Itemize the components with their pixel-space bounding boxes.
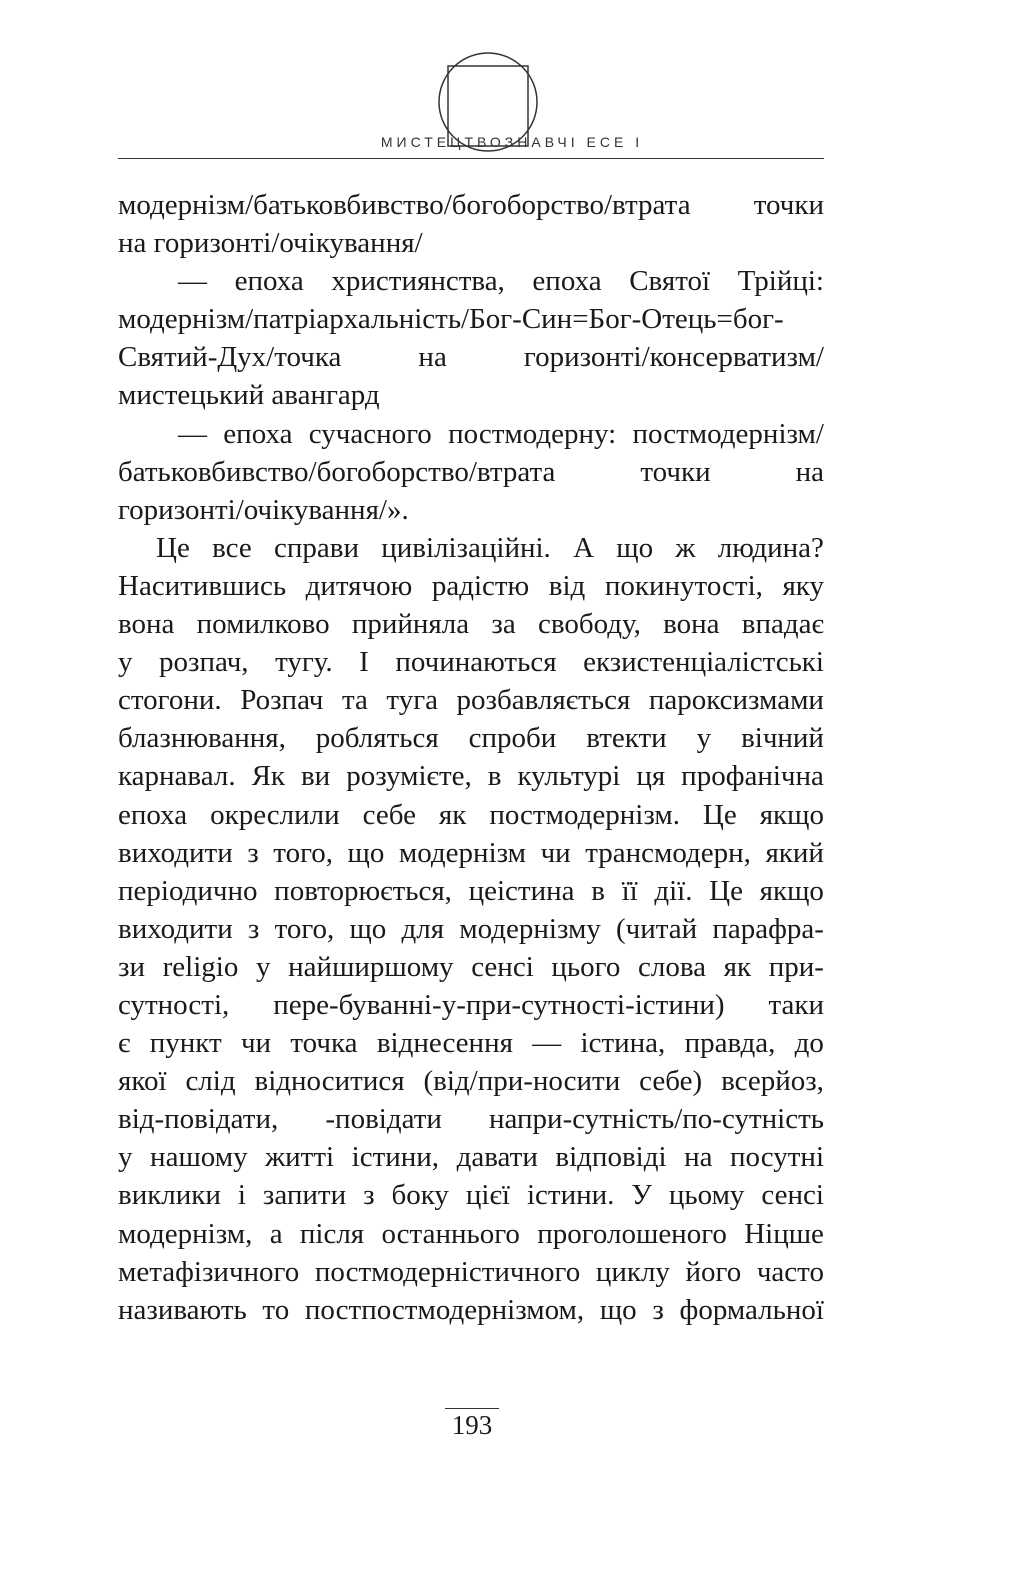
word: пере-буванні-у-при-сутності-істини) [273, 988, 725, 1021]
word: розумієте, [346, 760, 472, 793]
text-line [118, 1138, 824, 1176]
word: є [118, 1027, 131, 1060]
word: помилково [196, 608, 330, 641]
text-line [118, 300, 824, 338]
word: людина? [717, 531, 824, 564]
word: тугу. [275, 646, 333, 679]
word: який [765, 836, 824, 869]
word: religio [162, 950, 239, 983]
text-line [118, 719, 824, 757]
word: точки [753, 189, 824, 221]
word: пункт [149, 1027, 222, 1060]
body-text [118, 186, 824, 1329]
text-line [118, 948, 824, 986]
word: сучасного [308, 417, 432, 450]
word: у [118, 1141, 133, 1174]
word: періодично [118, 874, 258, 907]
word: блазнювання, [118, 722, 286, 755]
word: постмодерну: [448, 417, 617, 450]
word: окреслили [210, 798, 340, 831]
word: точка [290, 1027, 358, 1060]
word: — [178, 265, 207, 298]
word: а [269, 1217, 283, 1250]
word: що [599, 1293, 637, 1326]
word: себе) [639, 1065, 703, 1098]
word: у [696, 722, 712, 755]
word: того, [273, 836, 333, 869]
word: робляться [315, 722, 439, 755]
word: сенсі [761, 1179, 824, 1212]
word: постмодернізм/ [632, 417, 824, 450]
word: на [684, 1141, 713, 1174]
word: віднесення [376, 1027, 513, 1060]
text-line [118, 757, 824, 795]
word: Трійці: [737, 265, 824, 298]
word: нашому [150, 1141, 248, 1174]
text-line [118, 1062, 824, 1100]
word: проголошеного [537, 1217, 727, 1250]
word: (читай [616, 912, 698, 945]
word: стогони. [118, 684, 222, 717]
text-line [118, 834, 824, 872]
word: чи [240, 1027, 272, 1060]
word: сенсі [471, 950, 534, 983]
word: парафра- [712, 912, 824, 945]
word: циклу [595, 1255, 670, 1288]
word: модернізму [459, 912, 601, 945]
word: вічний [741, 722, 824, 755]
text-line [118, 872, 824, 910]
word: розпач, [159, 646, 249, 679]
word: останнього [381, 1217, 520, 1250]
word: істини, [351, 1141, 440, 1174]
text-line: на горизонті/очікування/ [118, 227, 423, 260]
word: правда, [684, 1027, 776, 1060]
word: Святий-Дух/точка [118, 341, 342, 374]
word: епоха [532, 265, 602, 298]
word: боку [391, 1179, 449, 1212]
word: до [794, 1027, 824, 1060]
word: найширшому [288, 950, 454, 983]
text-line [118, 186, 824, 224]
word: втекти [586, 722, 667, 755]
text-line: мистецький авангард [118, 379, 380, 412]
text-line [118, 1024, 824, 1062]
word: давати [456, 1141, 538, 1174]
word: горизонті/консерватизм/ [523, 341, 824, 374]
word: напри-сутність/по-сутність [489, 1103, 824, 1136]
word: виходити [118, 912, 233, 945]
text-line [118, 262, 824, 300]
word: справи [273, 531, 359, 564]
word: Це [709, 874, 743, 907]
word: туга [386, 684, 438, 717]
word: батьковбивство/богоборство/втрата [118, 455, 556, 488]
word: культурі [517, 760, 621, 793]
word: слова [637, 950, 707, 983]
word: карнавал. [118, 760, 236, 793]
running-head: МИСТЕЦТВОЗНАВЧІ ЕСЕ І [380, 134, 644, 150]
word: постмодерністичного [314, 1255, 581, 1288]
word: вона [663, 608, 720, 641]
word: епоха [223, 417, 293, 450]
word: радістю [431, 569, 530, 602]
word: зи [118, 950, 145, 983]
word: з [363, 1179, 375, 1212]
word: посутні [730, 1141, 824, 1174]
word: розбавляється [456, 684, 631, 717]
word: часто [756, 1255, 824, 1288]
text-line [118, 1215, 824, 1253]
word: Ніцше [744, 1217, 824, 1250]
word: в [487, 760, 502, 793]
word: істина, [580, 1027, 666, 1060]
word: його [685, 1255, 742, 1288]
word: вона [118, 608, 175, 641]
page-number: 193 [445, 1408, 499, 1440]
word: від [548, 569, 586, 602]
word: епоха [234, 265, 304, 298]
word: все [212, 531, 252, 564]
word: виклики [118, 1179, 221, 1212]
text-line [118, 529, 824, 567]
text-line [118, 453, 824, 491]
text-line [118, 796, 824, 834]
word: що [349, 912, 387, 945]
text-line: горизонті/очікування/». [118, 493, 409, 526]
word: модернізм [398, 836, 527, 869]
word: У [631, 1179, 652, 1212]
word: Наситившись [118, 569, 287, 602]
word: таки [768, 988, 824, 1021]
word: постмодернізм. [489, 798, 680, 831]
word: ця [636, 760, 666, 793]
word: формальної [679, 1293, 824, 1326]
word: від-повідати, [118, 1103, 279, 1136]
word: з [247, 912, 260, 945]
word: модернізм/батьковбивство/богоборство/втрата [118, 189, 691, 221]
word: профанічна [681, 760, 824, 793]
header-rule [118, 158, 824, 159]
word: цього [551, 950, 621, 983]
word: спроби [468, 722, 557, 755]
word: цієї [465, 1179, 510, 1212]
word: що [616, 531, 654, 564]
word: істини. [526, 1179, 615, 1212]
word: Це [702, 798, 737, 831]
text-line [118, 1291, 824, 1329]
word: (від/при-носити [423, 1065, 621, 1098]
word: на [795, 455, 824, 488]
text-line [118, 415, 824, 453]
word: А [573, 531, 595, 564]
word: Це [156, 531, 190, 564]
word: як [438, 798, 467, 831]
word: при- [768, 950, 824, 983]
word: її [621, 874, 638, 907]
word: житті [265, 1141, 335, 1174]
word: сутності, [118, 988, 230, 1021]
word: для [401, 912, 445, 945]
word: — [178, 417, 207, 450]
word: пароксизмами [648, 684, 824, 717]
word: -повідати [325, 1103, 442, 1136]
text-line [118, 681, 824, 719]
word: що [347, 836, 385, 869]
word: того, [274, 912, 335, 945]
word: — [532, 1027, 562, 1060]
word: дії. [654, 874, 693, 907]
word: епоха [118, 798, 188, 831]
word: метафізичного [118, 1255, 300, 1288]
word: як [723, 950, 752, 983]
word: відповіді [555, 1141, 667, 1174]
word: з [247, 836, 259, 869]
word: Святої [629, 265, 711, 298]
word: себе [362, 798, 416, 831]
text-line [118, 605, 824, 643]
word: за [491, 608, 516, 641]
word: цеістина [468, 874, 575, 907]
word: називають [118, 1293, 247, 1326]
word: екзистенціалістські [583, 646, 824, 679]
text-line [118, 567, 824, 605]
word: трансмодерн, [585, 836, 751, 869]
word: свободу, [537, 608, 641, 641]
word: цьому [668, 1179, 745, 1212]
word: модернізм/патріархальність/Бог-Син=Бог-Отець=бог- [118, 303, 784, 336]
word: цивілізаційні. [381, 531, 551, 564]
word: виходити [118, 836, 233, 869]
word: з [652, 1293, 664, 1326]
word: якщо [759, 798, 824, 831]
text-line [118, 910, 824, 948]
text-line [118, 338, 824, 376]
word: постпостмодернізмом, [304, 1293, 585, 1326]
word: починаються [395, 646, 557, 679]
word: в [591, 874, 605, 907]
word: впадає [741, 608, 824, 641]
word: якщо [759, 874, 824, 907]
word: яку [782, 569, 824, 602]
word: повторюється, [274, 874, 452, 907]
text-line [118, 1100, 824, 1138]
word: точки [640, 455, 711, 488]
word: всерйоз, [721, 1065, 824, 1098]
word: у [118, 646, 133, 679]
word: християнства, [331, 265, 505, 298]
word: покинутості, [604, 569, 763, 602]
word: ж [675, 531, 696, 564]
word: якої [118, 1065, 167, 1098]
word: після [299, 1217, 365, 1250]
word: запити [262, 1179, 347, 1212]
text-line [118, 986, 824, 1024]
word: дитячою [305, 569, 413, 602]
word: на [418, 341, 447, 374]
word: Як [251, 760, 285, 793]
word: то [262, 1293, 290, 1326]
word: Розпач [240, 684, 324, 717]
word: та [341, 684, 368, 717]
word: і [237, 1179, 246, 1212]
word: слід [185, 1065, 236, 1098]
word: у [256, 950, 271, 983]
word: І [359, 646, 369, 679]
word: модернізм, [118, 1217, 253, 1250]
word: ви [300, 760, 331, 793]
word: чи [540, 836, 571, 869]
text-line [118, 1253, 824, 1291]
text-line [118, 643, 824, 681]
text-line [118, 1176, 824, 1214]
word: відноситися [254, 1065, 405, 1098]
word: прийняла [351, 608, 470, 641]
